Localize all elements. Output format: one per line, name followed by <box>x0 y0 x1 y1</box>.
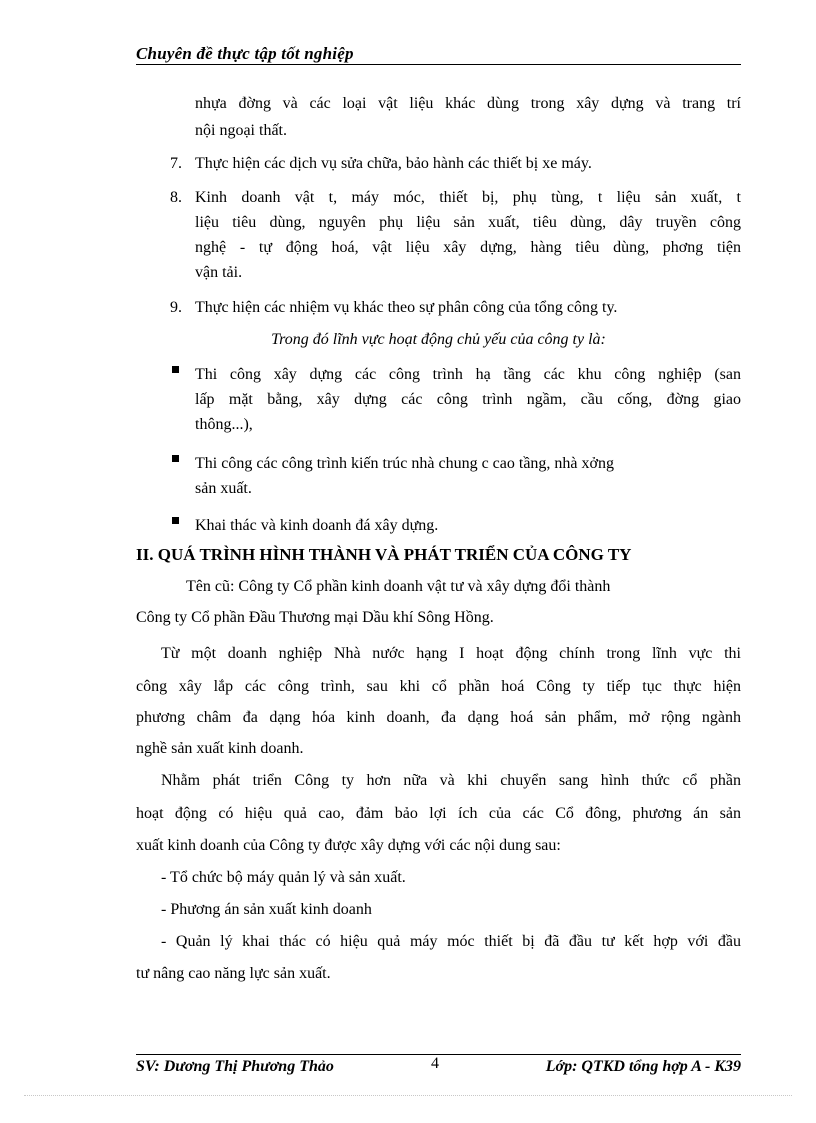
list-number: 9. <box>170 299 182 316</box>
list-item-text: Thực hiện các nhiệm vụ khác theo sự phân công của tổng công ty. <box>195 299 618 316</box>
bullet-item-text: lấp mặt bằng, xây dựng các công trình ngầm, cầu cống, đờng giao <box>195 391 741 408</box>
sub-heading: Trong đó lĩnh vực hoạt động chủ yếu của công ty là: <box>271 331 606 348</box>
dash-item: - Phương án sản xuất kinh doanh <box>161 901 372 918</box>
list-item-text: Kinh doanh vật t, máy móc, thiết bị, phụ tùng, t liệu sản xuất, t <box>195 189 741 206</box>
footer-class-name: Lớp: QTKD tổng hợp A - K39 <box>545 1058 741 1075</box>
section-title: II. QUÁ TRÌNH HÌNH THÀNH VÀ PHÁT TRIỂN CỦA CÔNG TY <box>136 545 632 564</box>
document-header-title: Chuyên đề thực tập tốt nghiệp <box>136 44 354 63</box>
page-number: 4 <box>431 1055 439 1072</box>
paragraph-line: nghề sản xuất kinh doanh. <box>136 740 304 757</box>
list-item-continuation-line: nhựa đờng và các loại vật liệu khác dùng trong xây dựng và trang trí <box>195 95 741 112</box>
page-bottom-dotted-line <box>24 1095 792 1096</box>
footer-student-name: SV: Dương Thị Phương Thảo <box>136 1058 334 1075</box>
paragraph-line: hoạt động có hiệu quả cao, đảm bảo lợi ích của các Cổ đông, phương án sản <box>136 805 741 822</box>
bullet-item-text: thông...), <box>195 416 253 433</box>
dash-item: tư nâng cao năng lực sản xuất. <box>136 965 331 982</box>
list-item-text: vận tải. <box>195 264 243 281</box>
list-item-text: nghệ - tự động hoá, vật liệu xây dựng, hàng tiêu dùng, phơng tiện <box>195 239 741 256</box>
list-item-text: liệu tiêu dùng, nguyên phụ liệu sản xuất, tiêu dùng, dây truyền công <box>195 214 741 231</box>
bullet-square-icon <box>172 455 179 462</box>
header-rule <box>136 64 741 65</box>
bullet-item-text: Khai thác và kinh doanh đá xây dựng. <box>195 517 439 534</box>
list-item-continuation-line: nội ngoại thất. <box>195 122 287 139</box>
bullet-item-text: Thi công các công trình kiến trúc nhà chung c cao tầng, nhà xởng <box>195 455 614 472</box>
list-number: 8. <box>170 189 182 206</box>
paragraph-line: xuất kinh doanh của Công ty được xây dựng với các nội dung sau: <box>136 837 561 854</box>
bullet-square-icon <box>172 517 179 524</box>
paragraph-line: công xây lắp các công trình, sau khi cổ phần hoá Công ty tiếp tục thực hiện <box>136 678 741 695</box>
bullet-item-text: Thi công xây dựng các công trình hạ tầng các khu công nghiệp (san <box>195 366 741 383</box>
paragraph-line: Nhằm phát triển Công ty hơn nữa và khi chuyển sang hình thức cổ phần <box>161 772 741 789</box>
paragraph-line: Tên cũ: Công ty Cổ phần kinh doanh vật tư và xây dựng đổi thành <box>186 578 611 595</box>
paragraph-line: phương châm đa dạng hóa kinh doanh, đa dạng hoá sản phẩm, mở rộng ngành <box>136 709 741 726</box>
dash-item: - Tổ chức bộ máy quản lý và sản xuất. <box>161 869 406 886</box>
dash-item: - Quản lý khai thác có hiệu quả máy móc thiết bị đã đầu tư kết hợp với đầu <box>161 933 741 950</box>
paragraph-line: Công ty Cổ phần Đầu Thương mại Dầu khí Sông Hồng. <box>136 609 494 626</box>
bullet-square-icon <box>172 366 179 373</box>
list-number: 7. <box>170 155 182 172</box>
paragraph-line: Từ một doanh nghiệp Nhà nước hạng I hoạt động chính trong lĩnh vực thi <box>161 645 741 662</box>
bullet-item-text: sản xuất. <box>195 480 252 497</box>
list-item-text: Thực hiện các dịch vụ sửa chữa, bảo hành các thiết bị xe máy. <box>195 155 592 172</box>
